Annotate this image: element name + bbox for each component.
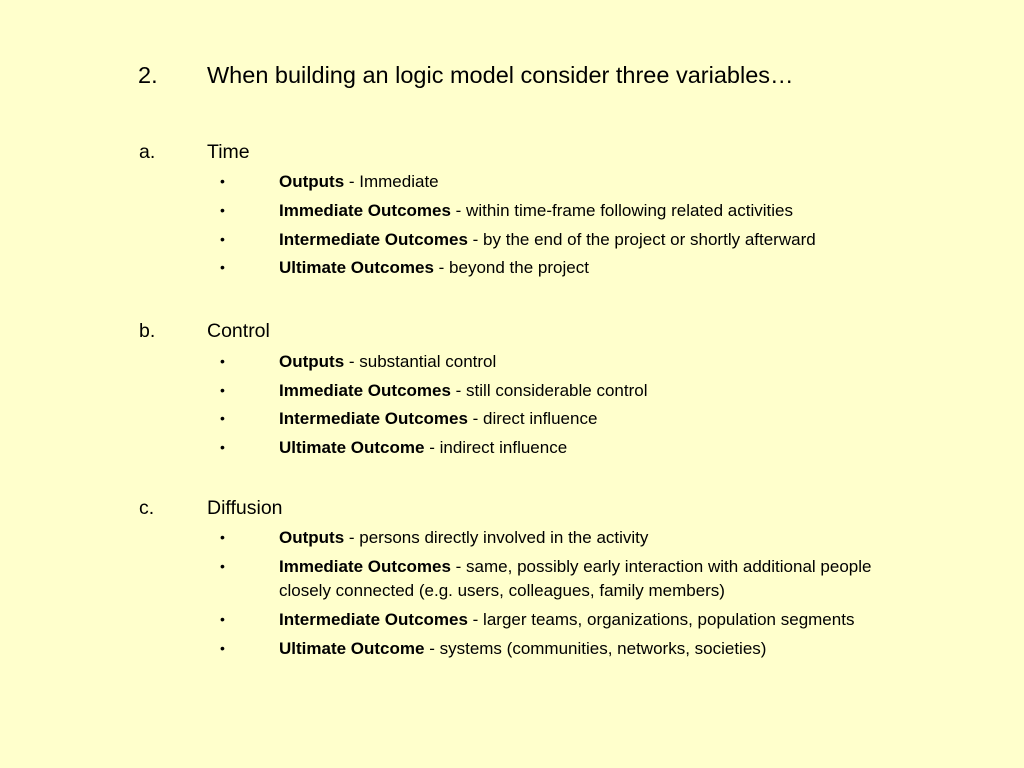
bullet-icon: • xyxy=(220,558,225,574)
heading-number: 2. xyxy=(138,62,158,88)
item-term: Intermediate Outcomes xyxy=(279,409,468,428)
item-term: Immediate Outcomes xyxy=(279,381,451,400)
item-term: Intermediate Outcomes xyxy=(279,610,468,629)
item-term: Ultimate Outcome xyxy=(279,438,425,457)
item-term: Outputs xyxy=(279,528,345,547)
list-item xyxy=(279,523,648,552)
bullet-icon: • xyxy=(220,529,225,545)
item-description: - direct influence xyxy=(467,409,598,428)
list-item xyxy=(279,225,816,254)
section-time-letter: a. xyxy=(139,141,156,163)
item-description: - still considerable control xyxy=(450,381,648,400)
item-term: Outputs xyxy=(279,172,345,191)
section-diffusion-letter: c. xyxy=(139,497,155,519)
item-term: Ultimate Outcomes xyxy=(279,258,434,277)
bullet-icon: • xyxy=(220,439,225,455)
item-term: Outputs xyxy=(279,352,345,371)
item-description: - systems (communities, networks, societies) xyxy=(424,639,767,658)
item-term: Intermediate Outcomes xyxy=(279,230,468,249)
bullet-icon: • xyxy=(220,410,225,426)
item-description: - by the end of the project or shortly afterward xyxy=(467,230,816,249)
item-description: - Immediate xyxy=(344,172,439,191)
bullet-icon: • xyxy=(220,611,225,627)
section-diffusion-title: Diffusion xyxy=(207,497,283,519)
item-term: Ultimate Outcome xyxy=(279,639,425,658)
list-item xyxy=(279,376,647,405)
item-description: - same, possibly early interaction with additional people closely connected (e.g. users, colleagues, family members) xyxy=(279,557,872,600)
bullet-icon: • xyxy=(220,173,225,189)
list-item xyxy=(279,167,439,196)
list-item xyxy=(279,634,766,663)
list-item xyxy=(279,555,919,602)
item-description: - persons directly involved in the activity xyxy=(344,528,649,547)
section-control-letter: b. xyxy=(139,320,156,342)
bullet-icon: • xyxy=(220,231,225,247)
bullet-icon: • xyxy=(220,382,225,398)
list-item xyxy=(279,347,496,376)
list-item xyxy=(279,253,589,282)
list-item xyxy=(279,196,793,225)
list-item xyxy=(279,605,854,634)
list-item xyxy=(279,433,567,462)
item-description: - within time-frame following related activities xyxy=(450,201,793,220)
section-time-title: Time xyxy=(207,141,250,163)
section-control-title: Control xyxy=(207,320,270,342)
bullet-icon: • xyxy=(220,640,225,656)
item-term: Immediate Outcomes xyxy=(279,201,451,220)
item-description: - beyond the project xyxy=(433,258,589,277)
bullet-icon: • xyxy=(220,202,225,218)
list-item xyxy=(279,404,597,433)
bullet-icon: • xyxy=(220,353,225,369)
item-description: - substantial control xyxy=(344,352,497,371)
heading-title: When building an logic model consider three variables… xyxy=(207,62,794,88)
item-description: - indirect influence xyxy=(424,438,568,457)
item-description: - larger teams, organizations, population segments xyxy=(467,610,855,629)
bullet-icon: • xyxy=(220,259,225,275)
item-term: Immediate Outcomes xyxy=(279,557,451,576)
